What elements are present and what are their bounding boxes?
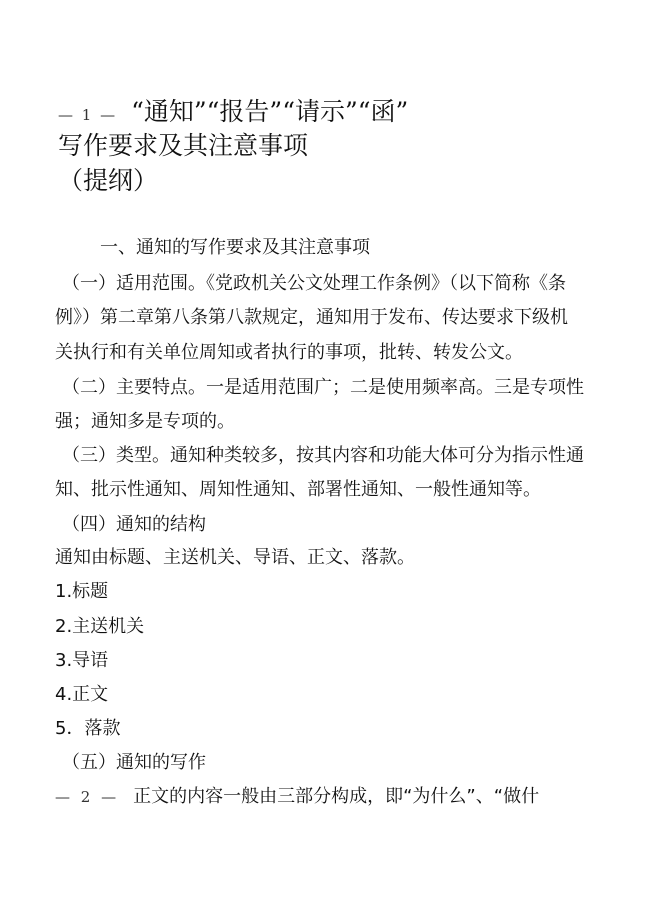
list-item: 4.正文 xyxy=(55,684,109,705)
body-line: 通知由标题、主送机关、导语、正文、落款。 xyxy=(55,547,415,568)
list-item: 5．落款 xyxy=(55,718,121,739)
body-line: （一）适用范围。《党政机关公文处理工作条例》（以下简称《条 xyxy=(62,273,566,294)
title-text-1: “通知”“报告”“请示”“函” xyxy=(131,97,409,126)
body-line: 例》）第二章第八条第八款规定，通知用于发布、传达要求下级机 xyxy=(55,307,568,328)
body-line: 知、批示性通知、周知性通知、部署性通知、一般性通知等。 xyxy=(55,479,541,500)
body-line: （五）通知的写作 xyxy=(62,752,206,773)
list-item: 3.导语 xyxy=(55,650,109,671)
body-line: （二）主要特点。一是适用范围广；二是使用频率高。三是专项性 xyxy=(62,377,584,398)
list-item: 2.主送机关 xyxy=(55,616,145,637)
section-heading: 一、通知的写作要求及其注意事项 xyxy=(100,237,370,258)
list-item: 1.标题 xyxy=(55,581,109,602)
body-line-last xyxy=(55,785,539,809)
title-line-2: 写作要求及其注意事项 xyxy=(58,131,309,160)
body-line: 强；通知多是专项的。 xyxy=(55,411,235,432)
title-line-1 xyxy=(58,96,408,131)
page-number-marker: — 1 — xyxy=(58,106,118,124)
title-line-3: （提纲） xyxy=(58,166,159,195)
body-line: （四）通知的结构 xyxy=(62,514,206,535)
body-line-text: 正文的内容一般由三部分构成，即“为什么”、“做什 xyxy=(133,786,540,807)
page-number-marker: — 2 — xyxy=(55,788,120,806)
body-line: （三）类型。通知种类较多，按其内容和功能大体可分为指示性通 xyxy=(62,445,584,466)
body-line: 关执行和有关单位周知或者执行的事项，批转、转发公文。 xyxy=(55,342,523,363)
